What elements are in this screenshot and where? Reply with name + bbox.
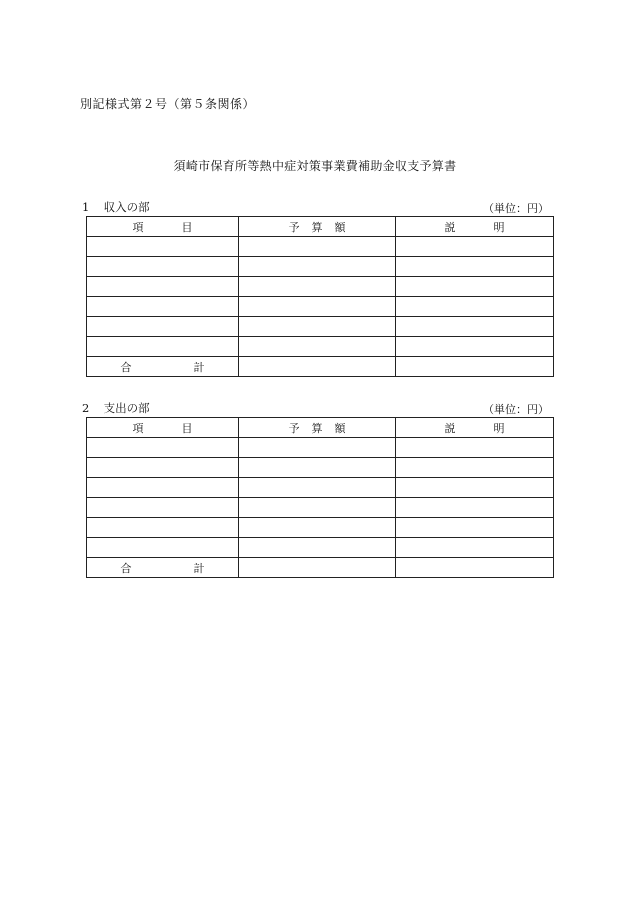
total-explanation-cell[interactable] — [396, 558, 554, 578]
amount-cell[interactable] — [239, 518, 396, 538]
item-cell[interactable] — [87, 518, 239, 538]
document-title: 須崎市保育所等熱中症対策事業費補助金収支予算書 — [173, 159, 457, 173]
table-header-row — [87, 217, 554, 237]
item-cell[interactable] — [87, 458, 239, 478]
explanation-column-header: 説 明 — [396, 217, 554, 237]
explanation-cell[interactable] — [396, 277, 554, 297]
item-cell[interactable] — [87, 478, 239, 498]
section-title: 支出の部 — [103, 401, 150, 415]
table-row — [87, 458, 554, 478]
explanation-cell[interactable] — [396, 538, 554, 558]
table-header-row — [87, 418, 554, 438]
table-row — [87, 237, 554, 257]
amount-cell[interactable] — [239, 478, 396, 498]
expenditure-table — [86, 417, 554, 578]
table-row — [87, 317, 554, 337]
amount-cell[interactable] — [239, 317, 396, 337]
explanation-cell[interactable] — [396, 237, 554, 257]
table-row — [87, 538, 554, 558]
total-row — [87, 558, 554, 578]
total-explanation-cell[interactable] — [396, 357, 554, 377]
table-row — [87, 277, 554, 297]
amount-cell[interactable] — [239, 538, 396, 558]
budget-amount-column-header: 予 算 額 — [239, 217, 396, 237]
item-cell[interactable] — [87, 498, 239, 518]
income-section-heading — [82, 199, 150, 215]
amount-cell[interactable] — [239, 438, 396, 458]
section-title: 収入の部 — [103, 200, 150, 214]
item-cell[interactable] — [87, 337, 239, 357]
amount-cell[interactable] — [239, 297, 396, 317]
amount-cell[interactable] — [239, 498, 396, 518]
total-label-cell: 合 計 — [87, 558, 239, 578]
budget-amount-column-header: 予 算 額 — [239, 418, 396, 438]
item-cell[interactable] — [87, 538, 239, 558]
item-cell[interactable] — [87, 297, 239, 317]
explanation-cell[interactable] — [396, 297, 554, 317]
item-cell[interactable] — [87, 277, 239, 297]
explanation-cell[interactable] — [396, 458, 554, 478]
item-column-header: 項 目 — [87, 217, 239, 237]
total-label-cell: 合 計 — [87, 357, 239, 377]
explanation-cell[interactable] — [396, 438, 554, 458]
amount-cell[interactable] — [239, 257, 396, 277]
total-row — [87, 357, 554, 377]
item-cell[interactable] — [87, 237, 239, 257]
income-unit-label: （単位：円） — [483, 202, 549, 215]
table-row — [87, 438, 554, 458]
expenditure-unit-label: （単位：円） — [483, 403, 549, 416]
explanation-cell[interactable] — [396, 518, 554, 538]
table-row — [87, 257, 554, 277]
total-amount-cell[interactable] — [239, 558, 396, 578]
explanation-column-header: 説 明 — [396, 418, 554, 438]
explanation-cell[interactable] — [396, 257, 554, 277]
item-column-header: 項 目 — [87, 418, 239, 438]
amount-cell[interactable] — [239, 337, 396, 357]
explanation-cell[interactable] — [396, 317, 554, 337]
total-amount-cell[interactable] — [239, 357, 396, 377]
item-cell[interactable] — [87, 257, 239, 277]
amount-cell[interactable] — [239, 277, 396, 297]
amount-cell[interactable] — [239, 458, 396, 478]
form-number-label: 別記様式第２号（第５条関係） — [80, 97, 256, 111]
table-row — [87, 297, 554, 317]
explanation-cell[interactable] — [396, 498, 554, 518]
income-table — [86, 216, 554, 377]
item-cell[interactable] — [87, 438, 239, 458]
amount-cell[interactable] — [239, 237, 396, 257]
item-cell[interactable] — [87, 317, 239, 337]
expenditure-section-heading — [82, 400, 150, 416]
table-row — [87, 518, 554, 538]
table-row — [87, 498, 554, 518]
explanation-cell[interactable] — [396, 478, 554, 498]
table-row — [87, 478, 554, 498]
table-row — [87, 337, 554, 357]
section-number: 1 — [82, 200, 90, 214]
section-number: 2 — [82, 401, 90, 415]
explanation-cell[interactable] — [396, 337, 554, 357]
